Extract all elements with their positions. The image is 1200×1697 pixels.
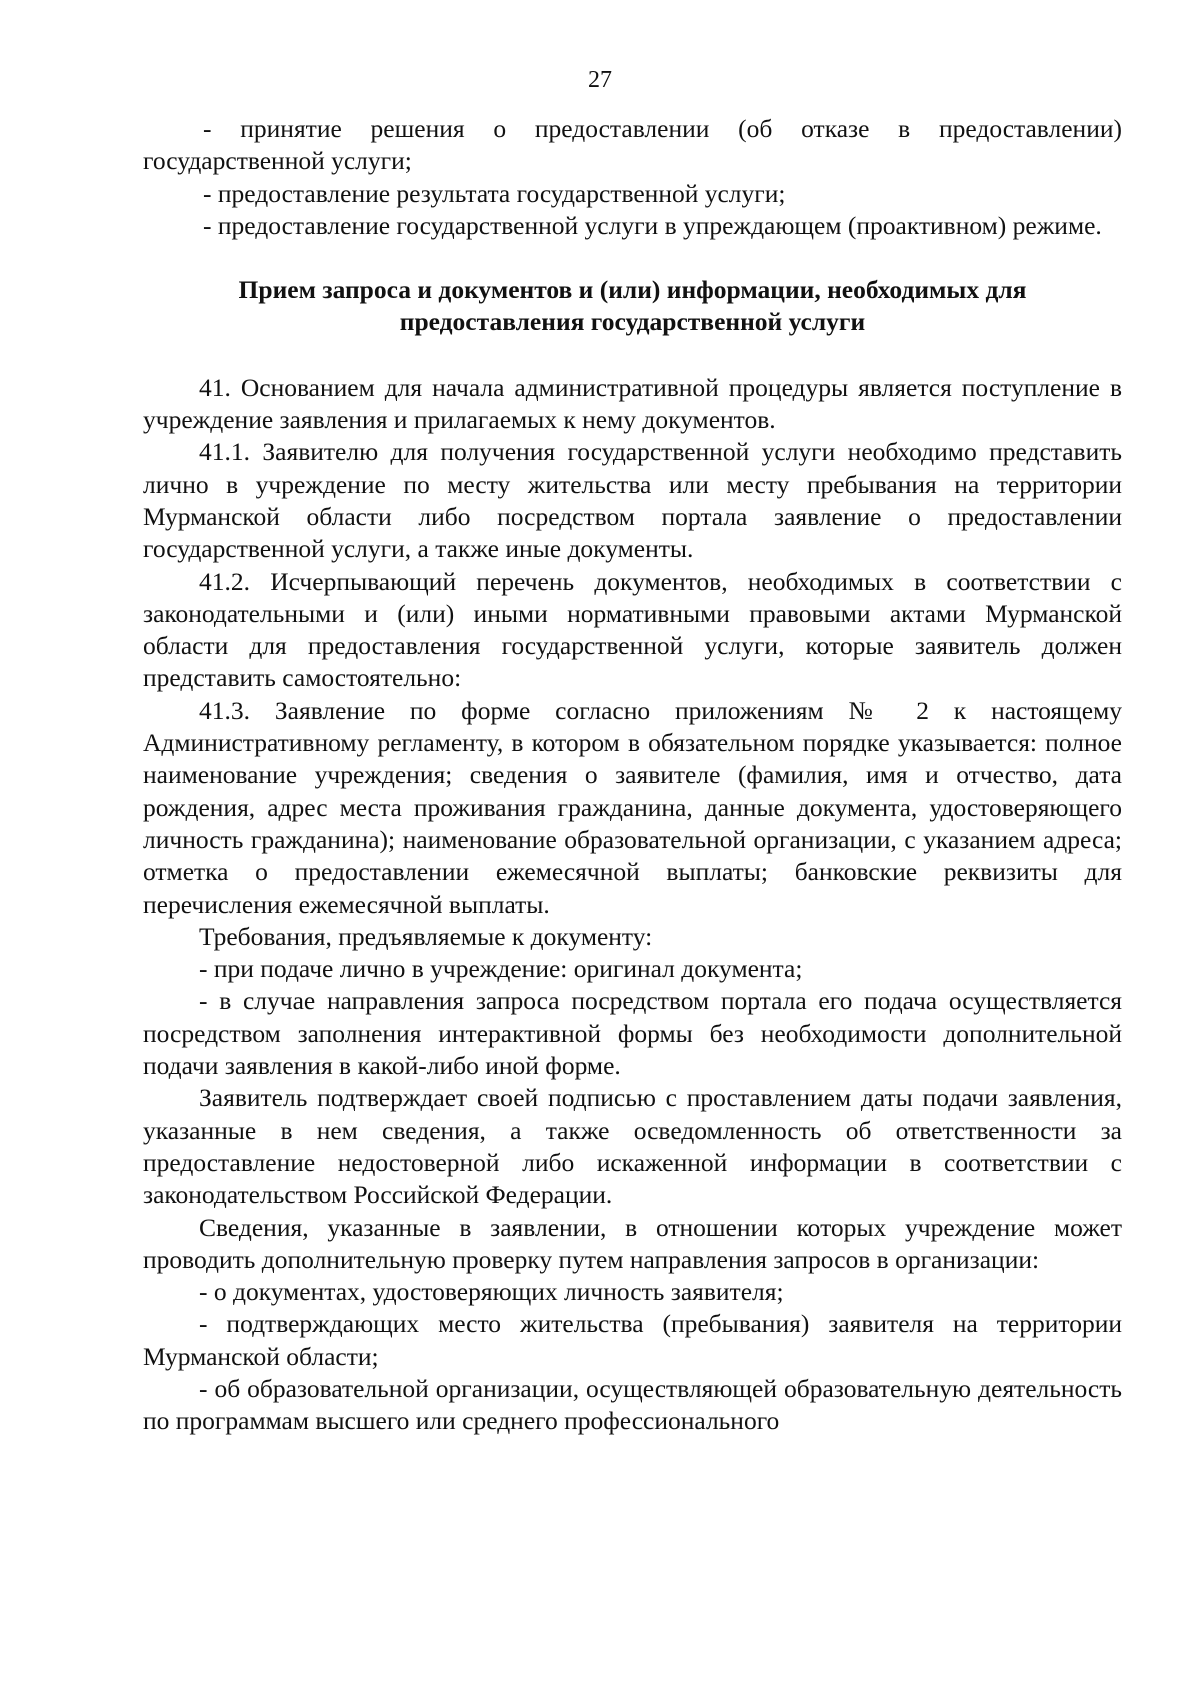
paragraph-verification-identity: - о документах, удостоверяющих личность заявителя; [199,1277,784,1307]
paragraph-requirement-in-person: - при подаче лично в учреждение: оригинал документа; [199,954,803,984]
paragraph-41-3: 41.3. Заявление по форме согласно приложениям № 2 к настоящему Административному регламенту, в котором в обязательном порядке указывается: полное наименование учреждения; сведения о заявителе (фамилия, имя и отчество, дата рождения, адрес места проживания гражданина, данные документа, удостоверяющего личность гражданина); наименование образовательной организации, с указанием адреса; отметка о предоставлении ежемесячной выплаты; банковские реквизиты для перечисления ежемесячной выплаты. [143,695,1122,919]
paragraph-requirements-title: Требования, предъявляемые к документу: [199,921,653,951]
paragraph-41-1: 41.1. Заявителю для получения государственной услуги необходимо представить лично в учреждение по месту жительства или месту пребывания на территории Мурманской области либо посредством портала заявление о предоставлении государственной услуги, а также иные документы. [143,437,1122,564]
paragraph-verification-residence: - подтверждающих место жительства (пребывания) заявителя на территории Мурманской области; [143,1309,1122,1371]
section-heading: Прием запроса и документов и (или) информации, необходимых для предоставления государственной услуги [238,275,1027,337]
document-body [143,113,1122,1438]
paragraph-41-2: 41.2. Исчерпывающий перечень документов, необходимых в соответствии с законодательными и (или) иными нормативными правовыми актами Мурманской области для предоставления государственной услуги, которые заявитель должен представить самостоятельно: [143,566,1122,693]
paragraph-verification: Сведения, указанные в заявлении, в отношении которых учреждение может проводить дополнительную проверку путем направления запросов в организации: [143,1212,1122,1274]
paragraph-41: 41. Основанием для начала административной процедуры является поступление в учреждение заявления и прилагаемых к нему документов. [143,372,1122,435]
intro-item-proactive: - предоставление государственной услуги в упреждающем (проактивном) режиме. [203,210,1102,240]
paragraph-requirement-portal: - в случае направления запроса посредством портала его подача осуществляется посредством заполнения интерактивной формы без необходимости дополнительной подачи заявления в какой-либо иной форме. [143,986,1122,1081]
intro-item-decision: - принятие решения о предоставлении (об отказе в предоставлении) государственной услуги; [143,114,1122,176]
page-number: 27 [588,67,612,93]
paragraph-verification-education: - об образовательной организации, осуществляющей образовательную деятельность по программам высшего или среднего профессионального [143,1373,1122,1436]
paragraph-applicant-signature: Заявитель подтверждает своей подписью с проставлением даты подачи заявления, указанные в нем сведения, а также осведомленность об ответственности за предоставление недостоверной либо искаженной информации в соответствии с законодательством Российской Федерации. [143,1083,1122,1210]
intro-item-result: - предоставление результата государственной услуги; [203,178,786,208]
